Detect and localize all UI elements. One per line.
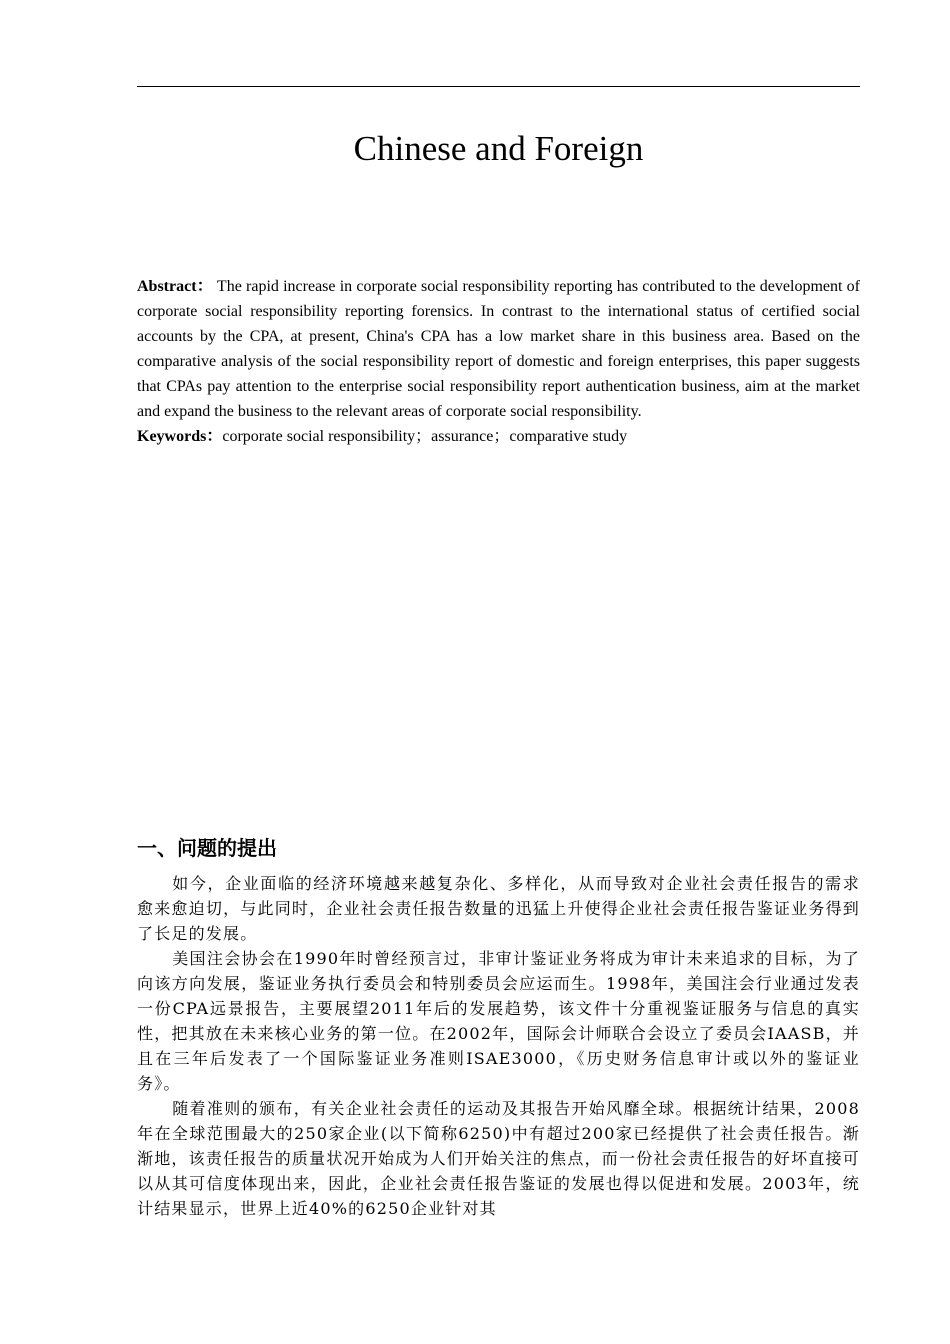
keywords-text: corporate social responsibility；assurance；comparative study xyxy=(222,428,628,445)
body-paragraph-1: 如今，企业面临的经济环境越来越复杂化、多样化，从而导致对企业社会责任报告的需求愈来愈迫切，与此同时，企业社会责任报告数量的迅猛上升使得企业社会责任报告鉴证业务得到了长足的发展。 xyxy=(137,874,860,943)
abstract-text: The rapid increase in corporate social responsibility reporting has contributed to the development of corporate social responsibility reporting forensics. In contrast to the international status of certified social accounts by the CPA, at present, China's CPA has a low market share in this business area. Based on the comparative analysis of the social responsibility report of domestic and foreign enterprises, this paper suggests that CPAs pay attention to the enterprise social responsibility report authentication business, aim at the market and expand the business to the relevant areas of corporate social responsibility. xyxy=(137,278,860,420)
abstract-paragraph xyxy=(137,274,860,424)
body-paragraph-2: 美国注会协会在1990年时曾经预言过，非审计鉴证业务将成为审计未来追求的目标，为了向该方向发展，鉴证业务执行委员会和特别委员会应运而生。1998年，美国注会行业通过发表一份CPA远景报告，主要展望2011年后的发展趋势，该文件十分重视鉴证服务与信息的真实性，把其放在未来核心业务的第一位。在2002年，国际会计师联合会设立了委员会IAASB，并且在三年后发表了一个国际鉴证业务准则ISAE3000，《历史财务信息审计或以外的鉴证业务》。 xyxy=(137,949,860,1093)
abstract-label: Abstract： xyxy=(137,278,213,295)
body-paragraph-3: 随着准则的颁布，有关企业社会责任的运动及其报告开始风靡全球。根据统计结果，2008年在全球范围最大的250家企业(以下简称6250)中有超过200家已经提供了社会责任报告。渐渐地，该责任报告的质量状况开始成为人们开始关注的焦点，而一份社会责任报告的好坏直接可以从其可信度体现出来，因此，企业社会责任报告鉴证的发展也得以促进和发展。2003年，统计结果显示，世界上近40%的6250企业针对其 xyxy=(137,1099,860,1218)
section-heading: 一、问题的提出 xyxy=(137,836,277,860)
keywords-label: Keywords： xyxy=(137,428,223,445)
document-title: Chinese and Foreign xyxy=(353,129,644,168)
header-rule xyxy=(137,86,860,87)
keywords-line xyxy=(137,424,860,449)
section-body xyxy=(137,871,860,1221)
